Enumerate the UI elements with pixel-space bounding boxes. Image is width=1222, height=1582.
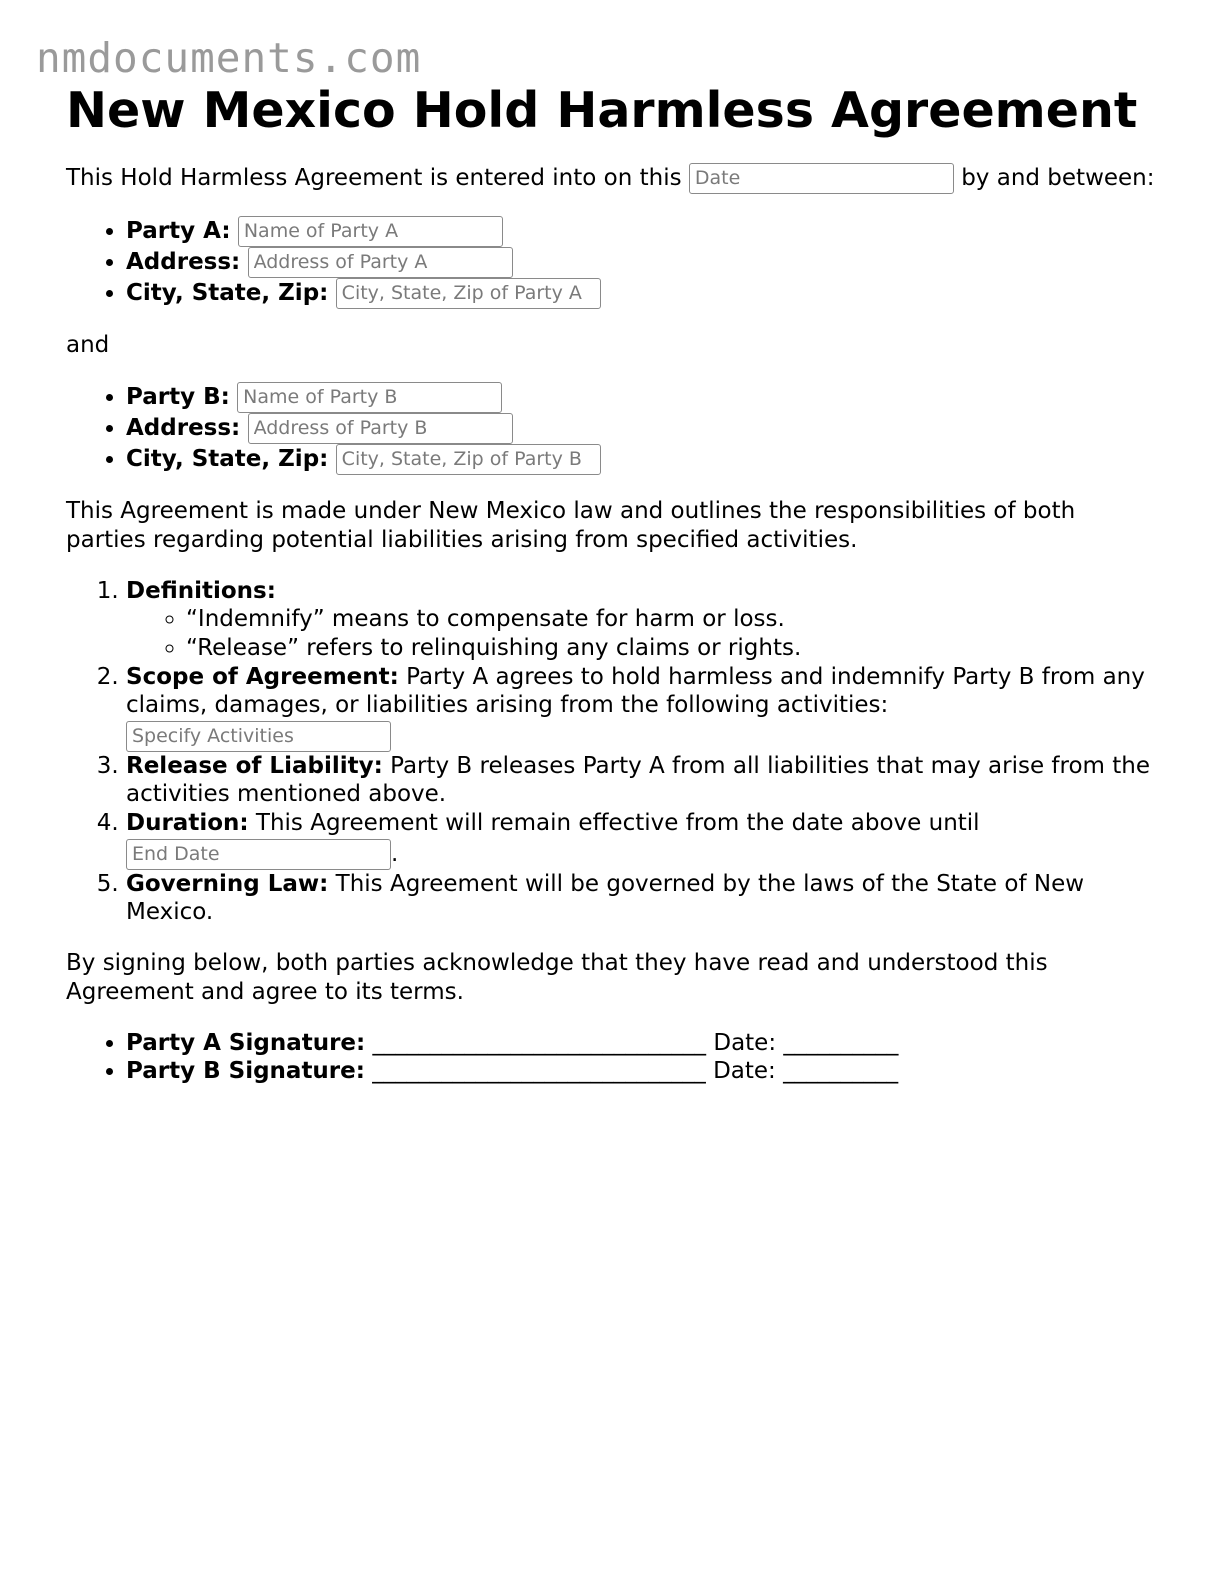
- acknowledgement-paragraph: By signing below, both parties acknowledge that they have read and understood this Agreement and agree to its terms.: [66, 949, 1048, 1005]
- definitions-label: Definitions:: [126, 577, 276, 604]
- release-text: Party B releases Party A from all liabilities that may arise from the activities mentioned above.: [126, 752, 1150, 808]
- party-a-signature-label: Party A Signature:: [126, 1029, 366, 1056]
- party-b-signature-item: [126, 1057, 1156, 1086]
- scope-label: Scope of Agreement:: [126, 663, 399, 690]
- date-label: Date:: [713, 1058, 776, 1085]
- definitions-list: [126, 605, 1156, 662]
- intro-text-after: by and between:: [961, 164, 1155, 191]
- release-label: Release of Liability:: [126, 752, 383, 779]
- party-b-address-item: [126, 413, 1156, 444]
- party-a-address-field[interactable]: [248, 247, 513, 278]
- party-a-address-item: [126, 247, 1156, 278]
- term-scope: [126, 663, 1156, 752]
- end-date-field[interactable]: [126, 839, 391, 870]
- page-title: New Mexico Hold Harmless Agreement: [66, 82, 1138, 139]
- document-body: [66, 82, 1156, 1086]
- party-b-csz-item: [126, 444, 1156, 475]
- party-a-csz-label: City, State, Zip:: [126, 279, 329, 306]
- party-a-csz-item: [126, 278, 1156, 309]
- party-b-details: [66, 382, 1156, 475]
- signature-list: [66, 1029, 1156, 1086]
- terms-list: [66, 577, 1156, 927]
- party-b-name-field[interactable]: [237, 382, 502, 413]
- duration-period: .: [391, 840, 399, 867]
- watermark: nmdocuments.com: [36, 34, 422, 82]
- intro-text-before: This Hold Harmless Agreement is entered into on this: [66, 164, 682, 191]
- term-definitions: [126, 577, 1156, 663]
- term-governing-law: [126, 870, 1156, 927]
- party-a-name-field[interactable]: [238, 216, 503, 247]
- law-label: Governing Law:: [126, 870, 329, 897]
- date-line[interactable]: __________: [783, 1029, 899, 1056]
- signature-line[interactable]: _____________________________: [372, 1029, 707, 1056]
- party-a-csz-field[interactable]: [336, 278, 601, 309]
- agreement-date-field[interactable]: [689, 163, 954, 194]
- date-label: Date:: [713, 1029, 777, 1056]
- purpose-paragraph: This Agreement is made under New Mexico law and outlines the responsibilities of both parties regarding potential liabilities arising from specified activities.: [66, 497, 1076, 553]
- scope-text: Party A agrees to hold harmless and indemnify Party B from any claims, damages, or liabilities arising from the following activities:: [126, 663, 1145, 719]
- duration-text: This Agreement will remain effective from the date above until: [255, 809, 980, 836]
- party-b-address-label: Address:: [126, 414, 241, 441]
- party-b-csz-field[interactable]: [336, 444, 601, 475]
- party-b-address-field[interactable]: [248, 413, 513, 444]
- party-b-csz-label: City, State, Zip:: [126, 445, 329, 472]
- term-duration: [126, 809, 1156, 870]
- party-b-signature-label: Party B Signature:: [126, 1058, 365, 1085]
- definition-item: ◦ “Indemnify” means to compensate for harm or loss.: [186, 605, 1156, 634]
- party-a-name-label: Party A:: [126, 217, 231, 244]
- party-a-name-item: [126, 216, 1156, 247]
- party-a-signature-item: [126, 1029, 1156, 1058]
- activities-field[interactable]: [126, 721, 391, 752]
- and-text: and: [66, 331, 110, 358]
- date-line[interactable]: __________: [783, 1058, 899, 1085]
- signature-line[interactable]: _____________________________: [372, 1058, 706, 1085]
- term-release: [126, 752, 1156, 809]
- party-b-name-label: Party B:: [126, 383, 230, 410]
- duration-label: Duration:: [126, 809, 249, 836]
- party-a-address-label: Address:: [126, 248, 241, 275]
- law-text: This Agreement will be governed by the laws of the State of New Mexico.: [126, 870, 1085, 926]
- party-a-details: [66, 216, 1156, 309]
- definition-item: ◦ “Release” refers to relinquishing any claims or rights.: [186, 634, 1156, 663]
- party-b-name-item: [126, 382, 1156, 413]
- intro-paragraph: [66, 163, 1156, 194]
